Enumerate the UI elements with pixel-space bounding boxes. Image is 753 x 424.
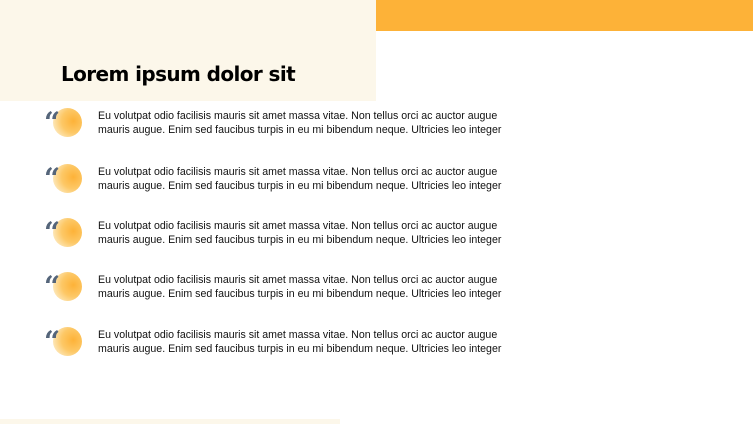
quote-line: Eu volutpat odio facilisis mauris sit amet massa vitae. Non tellus orci ac auctor augue bbox=[98, 166, 498, 178]
quote-icon: “ bbox=[43, 108, 83, 138]
quote-item bbox=[43, 325, 543, 359]
quote-text bbox=[98, 110, 538, 137]
quote-text bbox=[98, 166, 538, 193]
quote-icon: “ bbox=[43, 272, 83, 302]
quote-line: mauris augue. Enim sed faucibus turpis in eu mi bibendum neque. Ultricies leo integer bbox=[98, 233, 502, 246]
quote-icon: “ bbox=[43, 218, 83, 248]
page-title: Lorem ipsum dolor sit bbox=[61, 62, 296, 86]
quote-line: Eu volutpat odio facilisis mauris sit amet massa vitae. Non tellus orci ac auctor augue bbox=[98, 274, 498, 286]
quote-line: Eu volutpat odio facilisis mauris sit amet massa vitae. Non tellus orci ac auctor augue bbox=[98, 110, 498, 122]
quote-item bbox=[43, 162, 543, 196]
quote-line: Eu volutpat odio facilisis mauris sit amet massa vitae. Non tellus orci ac auctor augue bbox=[98, 220, 498, 232]
quote-line: mauris augue. Enim sed faucibus turpis in eu mi bibendum neque. Ultricies leo integer bbox=[98, 123, 502, 136]
quote-icon: “ bbox=[43, 164, 83, 194]
quote-item bbox=[43, 106, 543, 140]
quote-line: mauris augue. Enim sed faucibus turpis in eu mi bibendum neque. Ultricies leo integer bbox=[98, 179, 502, 192]
quote-line: Eu volutpat odio facilisis mauris sit amet massa vitae. Non tellus orci ac auctor augue bbox=[98, 329, 498, 341]
quote-line: mauris augue. Enim sed faucibus turpis in eu mi bibendum neque. Ultricies leo integer bbox=[98, 287, 502, 300]
quote-item bbox=[43, 216, 543, 250]
quote-item bbox=[43, 270, 543, 304]
quote-icon: “ bbox=[43, 327, 83, 357]
quote-text bbox=[98, 220, 538, 247]
quote-text bbox=[98, 274, 538, 301]
quote-text bbox=[98, 329, 538, 356]
quote-line: mauris augue. Enim sed faucibus turpis in eu mi bibendum neque. Ultricies leo integer bbox=[98, 342, 502, 355]
